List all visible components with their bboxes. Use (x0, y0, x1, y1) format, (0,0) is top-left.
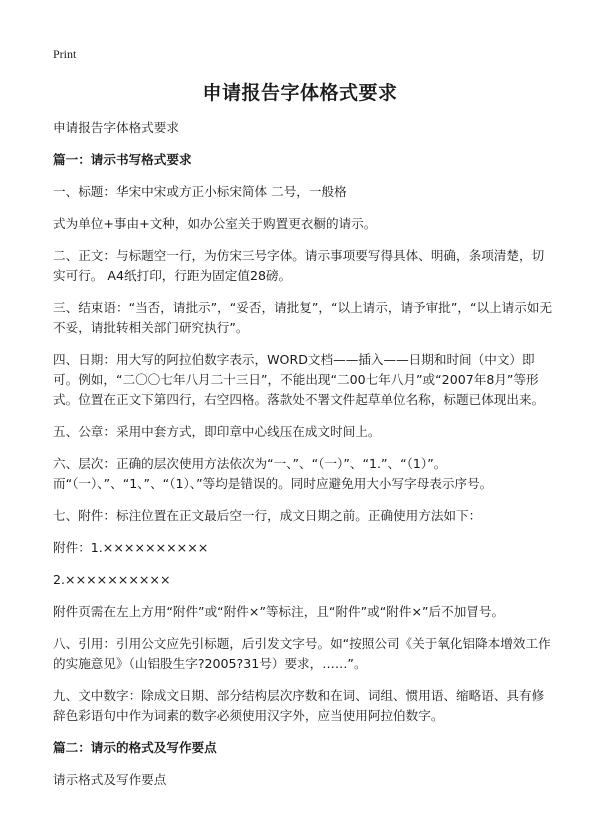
paragraph-title-format: 式为单位+事由+文种，如办公室关于购置更衣橱的请示。 (53, 216, 377, 231)
intro-line: 申请报告字体格式要求 (53, 120, 179, 135)
paragraph-title-rule: 一、标题：华宋中宋或方正小标宋简体 二号，一般格 (53, 184, 347, 199)
print-link[interactable]: Print (53, 47, 77, 61)
paragraph-body-rule: 二、正文：与标题空一行，为仿宋三号字体。请示事项要写得具体、明确，条项清楚，切实可行。 A4纸打印，行距为固定值28磅。 (53, 248, 545, 283)
paragraph-date-rule: 四、日期：用大写的阿拉伯数字表示，WORD文档——插入——日期和时间（中文）即可。例如，“二〇〇七年八月二十三日”，不能出现“二00七年八月”或“2007年8月”等形式。位置在正文下第四行，右空四格。落款处不署文件起草单位名称，标题已体现出来。 (53, 352, 545, 407)
paragraph-citation-rule: 八、引用：引用公文应先引标题，后引发文字号。如“按照公司《关于氧化铝降本增效工作的实施意见》（山铝股生字?2005?31号）要求，……”。 (53, 636, 551, 671)
document-body (53, 118, 553, 802)
attachment-example-2: 2.×××××××××× (53, 572, 171, 587)
paragraph-attachment-page: 附件页需在左上方用“附件”或“附件×”等标注，且“附件”或“附件×”后不加冒号。 (53, 604, 505, 619)
document-title: 申请报告字体格式要求 (202, 82, 398, 104)
paragraph-closing-rule: 三、结束语：“当否，请批示”，“妥否，请批复”，“以上请示，请予审批”，“以上请示如无不妥，请批转相关部门研究执行”。 (53, 300, 553, 335)
attachment-example-1: 附件：1.×××××××××× (53, 540, 209, 555)
closing-line: 请示格式及写作要点 (53, 772, 167, 787)
section-heading-2: 篇二：请示的格式及写作要点 (53, 740, 217, 755)
paragraph-seal-rule: 五、公章：采用中套方式，即印章中心线压在成文时间上。 (53, 424, 381, 439)
paragraph-number-rule: 九、文中数字：除成文日期、部分结构层次序数和在词、词组、惯用语、缩略语、具有修辞色彩语句中作为词素的数字必须使用汉字外，应当使用阿拉伯数字。 (53, 688, 545, 723)
paragraph-attachment-rule: 七、附件：标注位置在正文最后空一行，成文日期之前。正确使用方法如下： (53, 508, 482, 523)
section-heading-1: 篇一：请示书写格式要求 (53, 152, 192, 167)
paragraph-hierarchy-rule: 六、层次：正确的层次使用方法依次为“一、”、“（一）”、“1.”、“（1）”。而“（一）、”、“1、”、“（1）、”等均是错误的。同时应避免用大小写字母表示序号。 (53, 456, 493, 491)
